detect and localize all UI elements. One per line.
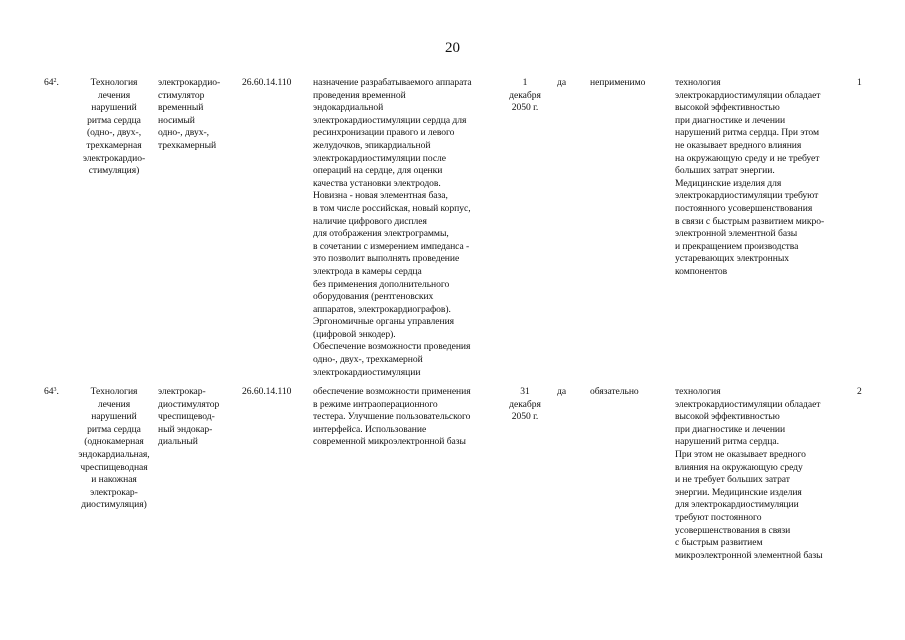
deadline-date: 31 декабря 2050 г. [509, 386, 541, 423]
row-number: $64^2$. [44, 77, 59, 88]
justification: технология электрокардиостимуляции обладает высокой эффективностью при диагностике и лечении нарушений ритма сердца. При этом не оказывает вредного влияния на окружающую среду и не требует больших затрат энергии. Медицинские изделия для электрокардиостимуляции требуют постоянного усовершенствования в связи с быстрым развитием микро- электронной элементной базы и прекращением производства устаревающих электронных компонентов [675, 77, 825, 277]
requirement-value: неприменимо [590, 77, 646, 88]
description: обеспечение возможности применения в режиме интраоперационного тестера. Улучшение пользовательского интерфейса. Использование современной микроэлектронной базы [313, 386, 471, 448]
flag-value: да [557, 386, 567, 397]
okpd-code: 26.60.14.110 [242, 77, 292, 88]
deadline-date: 1 декабря 2050 г. [509, 77, 541, 114]
technology-name: Технология лечения нарушений ритма сердца (одно-, двух-, трехкамерная электрокардио- стимуляция) [82, 77, 146, 177]
level-value: 1 [857, 77, 862, 88]
row-number: $64^3$. [44, 386, 59, 397]
level-value: 2 [857, 386, 862, 397]
description: назначение разрабатываемого аппарата проведения временной эндокардиальной электрокардиостимуляции сердца для ресинхронизации правого и левого желудочков, эпикардиальной электрокардиостимуляции после операций на сердце, для оценки качества установки электродов. Новизна - новая элементная база, в том числе российская, новый корпус, наличие цифрового дисплея для отображения электрограммы, в сочетании с измерением импеданса - это позволит выполнять проведение электрода в камеры сердца без применения дополнительного оборудования (рентгеновских аппаратов, электрокардиографов). Эргономичные органы управления (цифровой энкодер). Обеспечение возможности проведения одно-, двух-, трехкамерной электрокардиостимуляции [313, 77, 472, 378]
technology-name: Технология лечения нарушений ритма сердца (однокамерная эндокардиальная, чреспищеводная и накожная электрокар- диостимуляция) [78, 386, 150, 511]
device-name: электрокар- диостимулятор чреспищевод- ный эндокар- диальный [158, 386, 220, 448]
page-number: 20 [445, 40, 460, 56]
device-name: электрокардио- стимулятор временный носимый одно-, двух-, трехкамерный [158, 77, 221, 151]
flag-value: да [557, 77, 567, 88]
requirement-value: обязательно [590, 386, 639, 397]
justification: технология электрокардиостимуляции обладает высокой эффективностью при диагностике и лечении нарушений ритма сердца. При этом не оказывает вредного влияния на окружающую среду и не требует больших затрат энергии. Медицинские изделия для электрокардиостимуляции требуют постоянного усовершенствования в связи с быстрым развитием микроэлектронной элементной базы [675, 386, 823, 561]
okpd-code: 26.60.14.110 [242, 386, 292, 397]
